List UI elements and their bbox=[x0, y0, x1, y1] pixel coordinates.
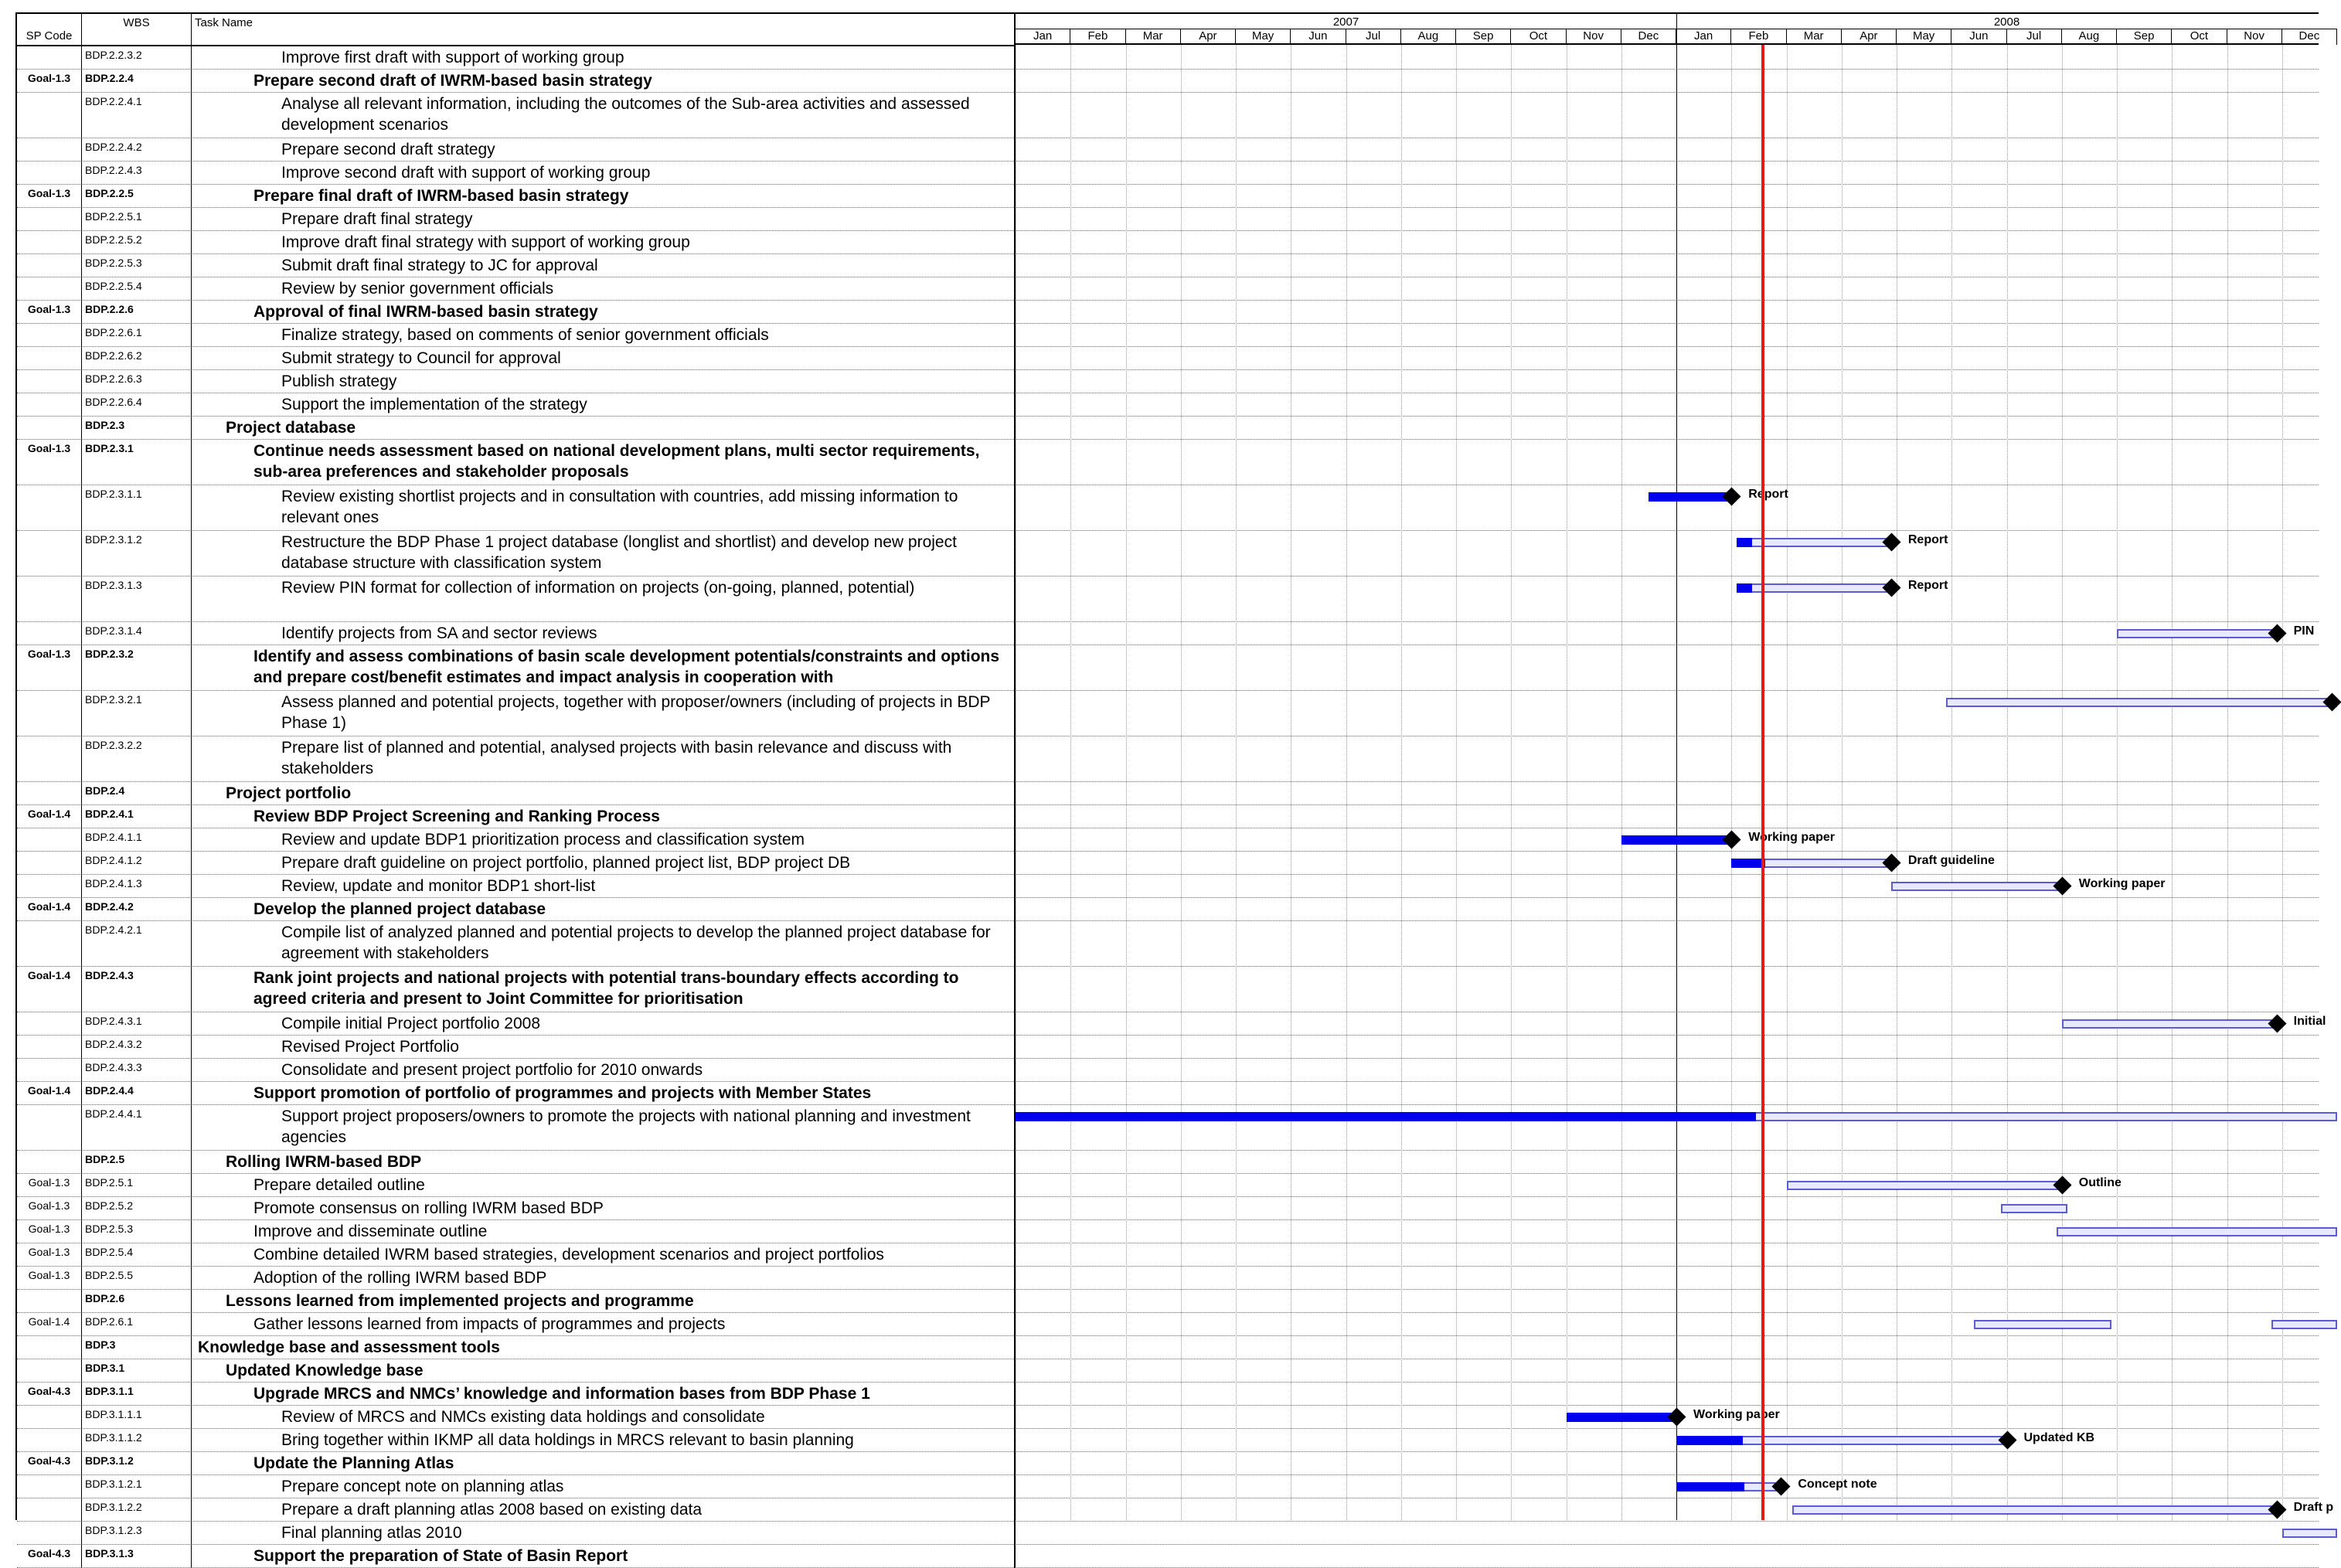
task-bar[interactable] bbox=[1974, 1320, 2111, 1329]
task-name-cell[interactable]: Project database bbox=[192, 417, 1016, 440]
sp-code-cell: Goal-1.4 bbox=[17, 1313, 82, 1336]
wbs-cell: BDP.2.3.2 bbox=[82, 645, 192, 691]
wbs-cell: BDP.2.3.2.2 bbox=[82, 736, 192, 782]
wbs-cell: BDP.2.3.1.1 bbox=[82, 485, 192, 531]
wbs-cell: BDP.2.4.1 bbox=[82, 805, 192, 828]
milestone-diamond[interactable] bbox=[1882, 532, 1900, 551]
wbs-cell: BDP.2.4.1.3 bbox=[82, 875, 192, 898]
task-name-cell[interactable]: Improve first draft with support of working group bbox=[192, 46, 1016, 70]
wbs-cell: BDP.2.2.5 bbox=[82, 185, 192, 208]
wbs-cell: BDP.2.5.1 bbox=[82, 1174, 192, 1197]
month-label: Aug bbox=[1401, 29, 1456, 45]
month-gridline bbox=[1181, 45, 1182, 1520]
sp-code-cell bbox=[17, 1105, 82, 1151]
sp-code-cell bbox=[17, 622, 82, 645]
wbs-cell: BDP.2.2.6.2 bbox=[82, 347, 192, 370]
milestone-label: Report bbox=[1907, 579, 1948, 592]
milestone-diamond[interactable] bbox=[2268, 1500, 2286, 1519]
wbs-cell: BDP.2.2.5.1 bbox=[82, 208, 192, 231]
sp-code-cell: Goal-1.4 bbox=[17, 967, 82, 1012]
task-bar[interactable] bbox=[2057, 1227, 2337, 1236]
task-name-cell[interactable]: Support project proposers/owners to promote the projects with national planning and investment agencies bbox=[192, 1105, 1016, 1151]
milestone-diamond[interactable] bbox=[1723, 487, 1741, 505]
month-label: Sep bbox=[2117, 29, 2172, 45]
month-gridline bbox=[1787, 45, 1788, 1520]
wbs-cell: BDP.2.2.4.3 bbox=[82, 162, 192, 185]
month-label: Mar bbox=[1787, 29, 1842, 45]
sp-code-cell bbox=[17, 1475, 82, 1498]
sp-code-cell bbox=[17, 1059, 82, 1082]
milestone-label: Report bbox=[1907, 533, 1948, 546]
month-gridline bbox=[2007, 45, 2008, 1520]
year-label: 2007 bbox=[1016, 15, 1676, 29]
task-name-cell[interactable]: Knowledge base and assessment tools bbox=[192, 1336, 1016, 1359]
milestone-label: Report bbox=[1748, 488, 1788, 501]
sp-code-cell bbox=[17, 691, 82, 736]
task-bar[interactable] bbox=[2271, 1320, 2338, 1329]
progress-fill bbox=[1676, 1436, 1743, 1445]
wbs-cell: BDP.2.5.3 bbox=[82, 1220, 192, 1243]
month-gridline bbox=[1731, 45, 1732, 1520]
task-bar[interactable] bbox=[1891, 882, 2062, 891]
task-bar[interactable] bbox=[2117, 629, 2277, 638]
task-name-cell[interactable]: Rank joint projects and national projects with potential trans-boundary effects according to agreed criteria and present to Joint Committee for prioritisation bbox=[192, 967, 1016, 1012]
sp-code-cell bbox=[17, 485, 82, 531]
wbs-cell: BDP.2.4.1.2 bbox=[82, 852, 192, 875]
sp-code-cell bbox=[17, 828, 82, 852]
month-label: Jan bbox=[1676, 29, 1731, 45]
sp-code-cell bbox=[17, 875, 82, 898]
table-row[interactable] bbox=[17, 1522, 2319, 1545]
task-name-header[interactable]: Task Name bbox=[192, 14, 1016, 45]
progress-fill bbox=[1649, 492, 1731, 502]
month-gridline bbox=[1951, 45, 1952, 1520]
task-name-cell[interactable]: Review by senior government officials bbox=[192, 277, 1016, 301]
month-label: Dec bbox=[2282, 29, 2337, 45]
month-label: Feb bbox=[1731, 29, 1786, 45]
table-row[interactable] bbox=[17, 1545, 2319, 1568]
milestone-diamond[interactable] bbox=[2322, 692, 2341, 711]
wbs-cell: BDP.2.2.6.1 bbox=[82, 324, 192, 347]
milestone-label: Initial bbox=[2293, 1015, 2326, 1028]
sp-code-cell bbox=[17, 254, 82, 277]
task-name-cell[interactable]: Approval of final IWRM-based basin strategy bbox=[192, 301, 1016, 324]
year-separator bbox=[1676, 14, 1677, 1520]
task-name-cell[interactable]: Improve draft final strategy with support of working group bbox=[192, 231, 1016, 254]
wbs-cell: BDP.2.6.1 bbox=[82, 1313, 192, 1336]
wbs-cell: BDP.2.4.3 bbox=[82, 967, 192, 1012]
task-bar[interactable] bbox=[1792, 1505, 2277, 1515]
sp-code-cell bbox=[17, 1036, 82, 1059]
task-name-cell[interactable]: Finalize strategy, based on comments of senior government officials bbox=[192, 324, 1016, 347]
milestone-diamond[interactable] bbox=[1882, 853, 1900, 872]
task-name-cell[interactable]: Updated Knowledge base bbox=[192, 1359, 1016, 1383]
task-name-cell[interactable]: Update the Planning Atlas bbox=[192, 1452, 1016, 1475]
milestone-diamond[interactable] bbox=[2268, 624, 2286, 642]
month-label: Feb bbox=[1070, 29, 1125, 45]
month-label: Oct bbox=[1511, 29, 1566, 45]
wbs-cell: BDP.2.3.1.4 bbox=[82, 622, 192, 645]
milestone-label: Draft guideline bbox=[1907, 854, 1995, 867]
milestone-diamond[interactable] bbox=[2053, 1175, 2071, 1194]
sp-code-cell: Goal-1.3 bbox=[17, 70, 82, 93]
wbs-cell: BDP.2.5 bbox=[82, 1151, 192, 1174]
month-gridline bbox=[1456, 45, 1457, 1520]
wbs-cell: BDP.2.4.3.3 bbox=[82, 1059, 192, 1082]
sp-code-cell bbox=[17, 531, 82, 577]
task-name-cell[interactable]: Bring together within IKMP all data holdings in MRCS relevant to basin planning bbox=[192, 1429, 1016, 1452]
sp-code-cell: Goal-4.3 bbox=[17, 1452, 82, 1475]
sp-code-cell bbox=[17, 782, 82, 805]
task-name-cell[interactable]: Prepare a draft planning atlas 2008 based on existing data bbox=[192, 1498, 1016, 1522]
task-name-cell[interactable]: Identify projects from SA and sector reviews bbox=[192, 622, 1016, 645]
sp-code-cell: Goal-4.3 bbox=[17, 1383, 82, 1406]
task-name-cell[interactable]: Restructure the BDP Phase 1 project database (longlist and shortlist) and develop new project database structure with classification system bbox=[192, 531, 1016, 577]
month-gridline bbox=[1842, 45, 1843, 1520]
column-header-row bbox=[17, 14, 1016, 46]
wbs-cell: BDP.2.4.1.1 bbox=[82, 828, 192, 852]
month-gridline bbox=[2227, 45, 2228, 1520]
wbs-cell: BDP.2.5.4 bbox=[82, 1243, 192, 1267]
task-name-cell[interactable]: Adoption of the rolling IWRM based BDP bbox=[192, 1267, 1016, 1290]
sp-code-cell: Goal-1.3 bbox=[17, 1174, 82, 1197]
task-name-cell[interactable]: Develop the planned project database bbox=[192, 898, 1016, 921]
task-name-cell[interactable]: Gather lessons learned from impacts of programmes and projects bbox=[192, 1313, 1016, 1336]
task-bar[interactable] bbox=[2062, 1019, 2277, 1029]
milestone-label: Outline bbox=[2078, 1176, 2122, 1189]
task-name-cell[interactable]: Prepare draft guideline on project portfolio, planned project list, BDP project DB bbox=[192, 852, 1016, 875]
task-name-cell[interactable]: Compile list of analyzed planned and potential projects to develop the planned project database for agreement with stakeholders bbox=[192, 921, 1016, 967]
month-gridline bbox=[1621, 45, 1622, 1520]
task-name-cell[interactable]: Promote consensus on rolling IWRM based BDP bbox=[192, 1197, 1016, 1220]
task-name-cell[interactable]: Compile initial Project portfolio 2008 bbox=[192, 1012, 1016, 1036]
wbs-cell: BDP.2.6 bbox=[82, 1290, 192, 1313]
wbs-cell: BDP.2.2.5.4 bbox=[82, 277, 192, 301]
progress-fill bbox=[1621, 835, 1732, 845]
month-gridline bbox=[1346, 45, 1347, 1520]
month-label: Mar bbox=[1126, 29, 1181, 45]
wbs-cell: BDP.3.1.1 bbox=[82, 1383, 192, 1406]
task-name-cell[interactable]: Identify and assess combinations of basin scale development potentials/constraints and options and prepare cost/benefit estimates and impact analysis in cooperation with bbox=[192, 645, 1016, 691]
sp-code-cell bbox=[17, 577, 82, 622]
task-name-cell[interactable]: Submit strategy to Council for approval bbox=[192, 347, 1016, 370]
task-name-cell[interactable]: Continue needs assessment based on national development plans, multi sector requirements, sub-area preferences and stakeholder proposals bbox=[192, 440, 1016, 485]
progress-fill bbox=[1737, 583, 1752, 593]
milestone-label: Updated KB bbox=[2023, 1431, 2095, 1444]
wbs-cell: BDP.3.1.1.1 bbox=[82, 1406, 192, 1429]
timeline-header-border bbox=[1016, 43, 2319, 45]
month-gridline bbox=[1511, 45, 1512, 1520]
month-gridline bbox=[2282, 45, 2283, 1520]
task-name-cell[interactable]: Analyse all relevant information, including the outcomes of the Sub-area activities and assessed development scenarios bbox=[192, 93, 1016, 138]
sp-code-cell bbox=[17, 93, 82, 138]
task-bar[interactable] bbox=[1787, 1181, 2062, 1190]
milestone-label: Working paper bbox=[1748, 831, 1835, 844]
sp-code-cell bbox=[17, 852, 82, 875]
task-bar[interactable] bbox=[1946, 698, 2337, 707]
sp-code-cell bbox=[17, 347, 82, 370]
sp-code-cell bbox=[17, 1151, 82, 1174]
sp-code-cell bbox=[17, 1498, 82, 1522]
wbs-cell: BDP.2.2.5.2 bbox=[82, 231, 192, 254]
sp-code-cell: Goal-1.3 bbox=[17, 185, 82, 208]
milestone-diamond[interactable] bbox=[1998, 1430, 2016, 1449]
progress-fill bbox=[1016, 1112, 1756, 1121]
milestone-diamond[interactable] bbox=[1882, 578, 1900, 597]
wbs-cell: BDP.2.4.4.1 bbox=[82, 1105, 192, 1151]
wbs-cell: BDP.2.2.6.4 bbox=[82, 393, 192, 417]
wbs-cell: BDP.2.4.4 bbox=[82, 1082, 192, 1105]
month-label: Apr bbox=[1842, 29, 1897, 45]
sp-code-cell bbox=[17, 736, 82, 782]
sp-code-cell bbox=[17, 1522, 82, 1545]
task-name-cell[interactable]: Support the implementation of the strategy bbox=[192, 393, 1016, 417]
milestone-label: Concept note bbox=[1798, 1478, 1877, 1491]
wbs-cell: BDP.2.4.3.2 bbox=[82, 1036, 192, 1059]
task-name-cell[interactable]: Improve and disseminate outline bbox=[192, 1220, 1016, 1243]
task-name-cell[interactable]: Prepare concept note on planning atlas bbox=[192, 1475, 1016, 1498]
month-label: Jun bbox=[1951, 29, 2006, 45]
progress-fill bbox=[1737, 538, 1752, 547]
milestone-label: Draft p bbox=[2293, 1501, 2334, 1514]
sp-code-cell bbox=[17, 1290, 82, 1313]
task-name-cell[interactable]: Consolidate and present project portfolio for 2010 onwards bbox=[192, 1059, 1016, 1082]
wbs-cell: BDP.2.2.4.1 bbox=[82, 93, 192, 138]
sp-code-cell: Goal-1.3 bbox=[17, 440, 82, 485]
task-bar[interactable] bbox=[2282, 1529, 2337, 1538]
sp-code-cell bbox=[17, 138, 82, 162]
gantt-chart-frame bbox=[15, 12, 2334, 1565]
month-label: Apr bbox=[1181, 29, 1236, 45]
task-name-cell[interactable]: Review, update and monitor BDP1 short-list bbox=[192, 875, 1016, 898]
timeline-chart bbox=[1016, 14, 2334, 1520]
sp-code-cell bbox=[17, 921, 82, 967]
task-name-cell[interactable]: Combine detailed IWRM based strategies, development scenarios and project portfolios bbox=[192, 1243, 1016, 1267]
task-name-cell[interactable]: Assess planned and potential projects, together with proposer/owners (including of projects in BDP Phase 1) bbox=[192, 691, 1016, 736]
month-label: Jan bbox=[1016, 29, 1070, 45]
current-date-line bbox=[1761, 45, 1764, 1520]
progress-fill bbox=[1567, 1413, 1677, 1422]
month-label: Aug bbox=[2062, 29, 2117, 45]
month-label: Sep bbox=[1456, 29, 1511, 45]
task-name-cell[interactable]: Prepare draft final strategy bbox=[192, 208, 1016, 231]
milestone-diamond[interactable] bbox=[1772, 1477, 1791, 1495]
wbs-cell: BDP.2.2.5.3 bbox=[82, 254, 192, 277]
wbs-cell: BDP.3.1 bbox=[82, 1359, 192, 1383]
task-name-cell[interactable]: Project portfolio bbox=[192, 782, 1016, 805]
wbs-cell: BDP.2.4.3.1 bbox=[82, 1012, 192, 1036]
wbs-cell: BDP.3.1.2.2 bbox=[82, 1498, 192, 1522]
task-bar[interactable] bbox=[1737, 583, 1891, 593]
sp-code-cell bbox=[17, 231, 82, 254]
sp-code-cell: Goal-1.3 bbox=[17, 1197, 82, 1220]
sp-code-cell: Goal-1.4 bbox=[17, 898, 82, 921]
task-name-cell[interactable]: Revised Project Portfolio bbox=[192, 1036, 1016, 1059]
month-label: Jul bbox=[2007, 29, 2062, 45]
sp-code-cell: Goal-1.3 bbox=[17, 301, 82, 324]
sp-code-cell bbox=[17, 1406, 82, 1429]
wbs-cell: BDP.2.3.2.1 bbox=[82, 691, 192, 736]
task-name-cell[interactable]: Support promotion of portfolio of programmes and projects with Member States bbox=[192, 1082, 1016, 1105]
month-gridline bbox=[2062, 45, 2063, 1520]
wbs-cell: BDP.2.5.5 bbox=[82, 1267, 192, 1290]
month-gridline bbox=[1401, 45, 1402, 1520]
sp-code-cell bbox=[17, 1012, 82, 1036]
sp-code-cell bbox=[17, 1336, 82, 1359]
wbs-cell: BDP.3.1.2.1 bbox=[82, 1475, 192, 1498]
milestone-label: Working paper bbox=[1693, 1408, 1780, 1421]
sp-code-cell bbox=[17, 1359, 82, 1383]
task-name-cell[interactable]: Prepare detailed outline bbox=[192, 1174, 1016, 1197]
task-name-cell[interactable]: Review BDP Project Screening and Ranking Process bbox=[192, 805, 1016, 828]
task-name-cell[interactable]: Prepare final draft of IWRM-based basin strategy bbox=[192, 185, 1016, 208]
task-name-cell[interactable]: Review of MRCS and NMCs existing data holdings and consolidate bbox=[192, 1406, 1016, 1429]
sp-code-header[interactable]: SP Code bbox=[17, 14, 82, 45]
sp-code-cell bbox=[17, 393, 82, 417]
month-gridline bbox=[1236, 45, 1237, 1520]
task-name-cell[interactable]: Review and update BDP1 prioritization process and classification system bbox=[192, 828, 1016, 852]
sp-code-cell: Goal-1.4 bbox=[17, 805, 82, 828]
sp-code-cell: Goal-1.3 bbox=[17, 1267, 82, 1290]
sp-code-cell bbox=[17, 324, 82, 347]
progress-fill bbox=[1676, 1482, 1744, 1491]
milestone-diamond[interactable] bbox=[2268, 1014, 2286, 1032]
month-gridline bbox=[1126, 45, 1127, 1520]
task-name-cell[interactable]: Support the preparation of State of Basin Report bbox=[192, 1545, 1016, 1568]
wbs-cell: BDP.2.4.2.1 bbox=[82, 921, 192, 967]
wbs-cell: BDP.2.2.4.2 bbox=[82, 138, 192, 162]
month-gridline bbox=[1070, 45, 1071, 1520]
sp-code-cell bbox=[17, 1429, 82, 1452]
sp-code-cell bbox=[17, 417, 82, 440]
month-label: May bbox=[1897, 29, 1951, 45]
wbs-cell: BDP.2.3.1.2 bbox=[82, 531, 192, 577]
progress-fill bbox=[1731, 859, 1764, 868]
task-name-cell[interactable]: Final planning atlas 2010 bbox=[192, 1522, 1016, 1545]
sp-code-cell: Goal-1.3 bbox=[17, 645, 82, 691]
wbs-cell: BDP.2.5.2 bbox=[82, 1197, 192, 1220]
sp-code-cell: Goal-4.3 bbox=[17, 1545, 82, 1568]
task-name-cell[interactable]: Review PIN format for collection of information on projects (on-going, planned, potential) bbox=[192, 577, 1016, 622]
task-name-cell[interactable]: Improve second draft with support of working group bbox=[192, 162, 1016, 185]
sp-code-cell: Goal-1.3 bbox=[17, 1243, 82, 1267]
month-gridline bbox=[2117, 45, 2118, 1520]
wbs-cell: BDP.2.3.1 bbox=[82, 440, 192, 485]
sp-code-cell bbox=[17, 162, 82, 185]
month-label: Nov bbox=[1567, 29, 1621, 45]
sp-code-cell bbox=[17, 370, 82, 393]
wbs-cell: BDP.3.1.3 bbox=[82, 1545, 192, 1568]
month-label: May bbox=[1236, 29, 1291, 45]
sp-code-cell: Goal-1.4 bbox=[17, 1082, 82, 1105]
task-name-cell[interactable]: Rolling IWRM-based BDP bbox=[192, 1151, 1016, 1174]
milestone-diamond[interactable] bbox=[2053, 876, 2071, 895]
task-name-cell[interactable]: Submit draft final strategy to JC for approval bbox=[192, 254, 1016, 277]
task-name-cell[interactable]: Prepare second draft of IWRM-based basin strategy bbox=[192, 70, 1016, 93]
milestone-diamond[interactable] bbox=[1723, 830, 1741, 849]
sp-code-cell bbox=[17, 46, 82, 70]
month-label: Jun bbox=[1291, 29, 1346, 45]
month-label: Jul bbox=[1346, 29, 1401, 45]
milestone-diamond[interactable] bbox=[1667, 1407, 1686, 1426]
task-name-cell[interactable]: Publish strategy bbox=[192, 370, 1016, 393]
milestone-label: PIN bbox=[2293, 624, 2315, 638]
task-name-cell[interactable]: Lessons learned from implemented projects and programme bbox=[192, 1290, 1016, 1313]
wbs-cell: BDP.3.1.1.2 bbox=[82, 1429, 192, 1452]
month-gridline bbox=[2172, 45, 2173, 1520]
task-name-cell[interactable]: Upgrade MRCS and NMCs’ knowledge and information bases from BDP Phase 1 bbox=[192, 1383, 1016, 1406]
task-name-cell[interactable]: Prepare second draft strategy bbox=[192, 138, 1016, 162]
wbs-header[interactable]: WBS bbox=[82, 14, 192, 45]
task-name-cell[interactable]: Prepare list of planned and potential, analysed projects with basin relevance and discuss with stakeholders bbox=[192, 736, 1016, 782]
task-name-cell[interactable]: Review existing shortlist projects and in consultation with countries, add missing information to relevant ones bbox=[192, 485, 1016, 531]
month-label: Nov bbox=[2227, 29, 2282, 45]
wbs-cell: BDP.2.4 bbox=[82, 782, 192, 805]
wbs-cell: BDP.2.2.6 bbox=[82, 301, 192, 324]
sp-code-cell bbox=[17, 277, 82, 301]
wbs-cell: BDP.3.1.2 bbox=[82, 1452, 192, 1475]
wbs-cell: BDP.3.1.2.3 bbox=[82, 1522, 192, 1545]
wbs-cell: BDP.2.3 bbox=[82, 417, 192, 440]
sp-code-cell bbox=[17, 208, 82, 231]
wbs-cell: BDP.2.2.4 bbox=[82, 70, 192, 93]
year-label: 2008 bbox=[1676, 15, 2337, 29]
task-bar[interactable] bbox=[2001, 1204, 2067, 1213]
wbs-cell: BDP.2.2.3.2 bbox=[82, 46, 192, 70]
wbs-cell: BDP.2.3.1.3 bbox=[82, 577, 192, 622]
month-label: Dec bbox=[1621, 29, 1676, 45]
wbs-cell: BDP.2.4.2 bbox=[82, 898, 192, 921]
task-bar[interactable] bbox=[1737, 538, 1891, 547]
month-label: Oct bbox=[2172, 29, 2227, 45]
milestone-label: Working paper bbox=[2078, 877, 2166, 890]
wbs-cell: BDP.2.2.6.3 bbox=[82, 370, 192, 393]
wbs-cell: BDP.3 bbox=[82, 1336, 192, 1359]
sp-code-cell: Goal-1.3 bbox=[17, 1220, 82, 1243]
